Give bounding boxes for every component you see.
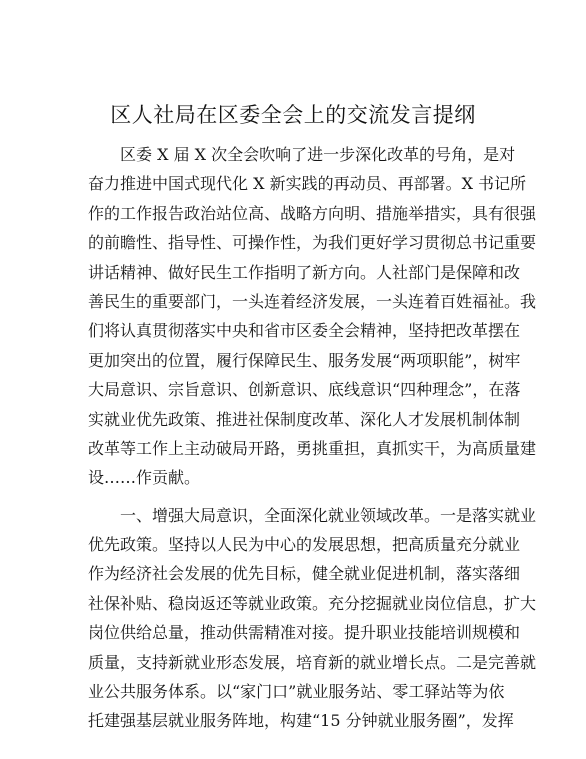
text-line: 的前瞻性、指导性、可操作性，为我们更好学习贯彻总书记重要 bbox=[88, 233, 537, 253]
text-line: 实就业优先政策、推进社保制度改革、深化人才发展机制体制 bbox=[88, 409, 521, 429]
text-line: 改革等工作上主动破局开路，勇挑重担，真抓实干，为高质量建 bbox=[88, 438, 537, 458]
text-line: 们将认真贯彻落实中央和省市区委全会精神，坚持把改革摆在 bbox=[88, 321, 521, 341]
text-line: 业公共服务体系。以“家门口”就业服务站、零工驿站等为依 bbox=[88, 682, 505, 702]
document-title: 区人社局在区委全会上的交流发言提纲 bbox=[110, 103, 476, 127]
text-line: 设……作贡献。 bbox=[88, 468, 201, 488]
text-line: 质量，支持新就业形态发展，培育新的就业增长点。二是完善就 bbox=[88, 652, 537, 672]
text-line: 奋力推进中国式现代化 X 新实践的再动员、再部署。X 书记所 bbox=[88, 174, 527, 194]
text-line: 讲话精神、做好民生工作指明了新方向。人社部门是保障和改 bbox=[88, 262, 521, 282]
text-line: 托建强基层就业服务阵地，构建“15 分钟就业服务圈”，发挥 bbox=[88, 711, 514, 731]
text-line: 大局意识、宗旨意识、创新意识、底线意识“四种理念”，在落 bbox=[88, 380, 521, 400]
text-line: 优先政策。坚持以人民为中心的发展思想，把高质量充分就业 bbox=[88, 535, 521, 555]
text-line: 作为经济社会发展的优先目标，健全就业促进机制，落实落细 bbox=[88, 564, 521, 584]
text-line: 作的工作报告政治站位高、战略方向明、措施举措实，具有很强 bbox=[88, 203, 537, 223]
text-line: 社保补贴、稳岗返还等就业政策。充分挖掘就业岗位信息，扩大 bbox=[88, 593, 537, 613]
text-line: 善民生的重要部门，一头连着经济发展，一头连着百姓福祉。我 bbox=[88, 291, 537, 311]
text-line: 岗位供给总量，推动供需精准对接。提升职业技能培训规模和 bbox=[88, 623, 521, 643]
document-body bbox=[88, 140, 537, 736]
paragraph-section-one bbox=[88, 501, 537, 736]
text-line: 更加突出的位置，履行保障民生、服务发展“两项职能”，树牢 bbox=[88, 350, 521, 370]
text-line: 区委 X 届 X 次全会吹响了进一步深化改革的号角，是对 bbox=[120, 145, 516, 164]
paragraph-intro bbox=[88, 140, 537, 493]
text-line: 一、增强大局意识，全面深化就业领域改革。一是落实就业 bbox=[120, 505, 537, 525]
